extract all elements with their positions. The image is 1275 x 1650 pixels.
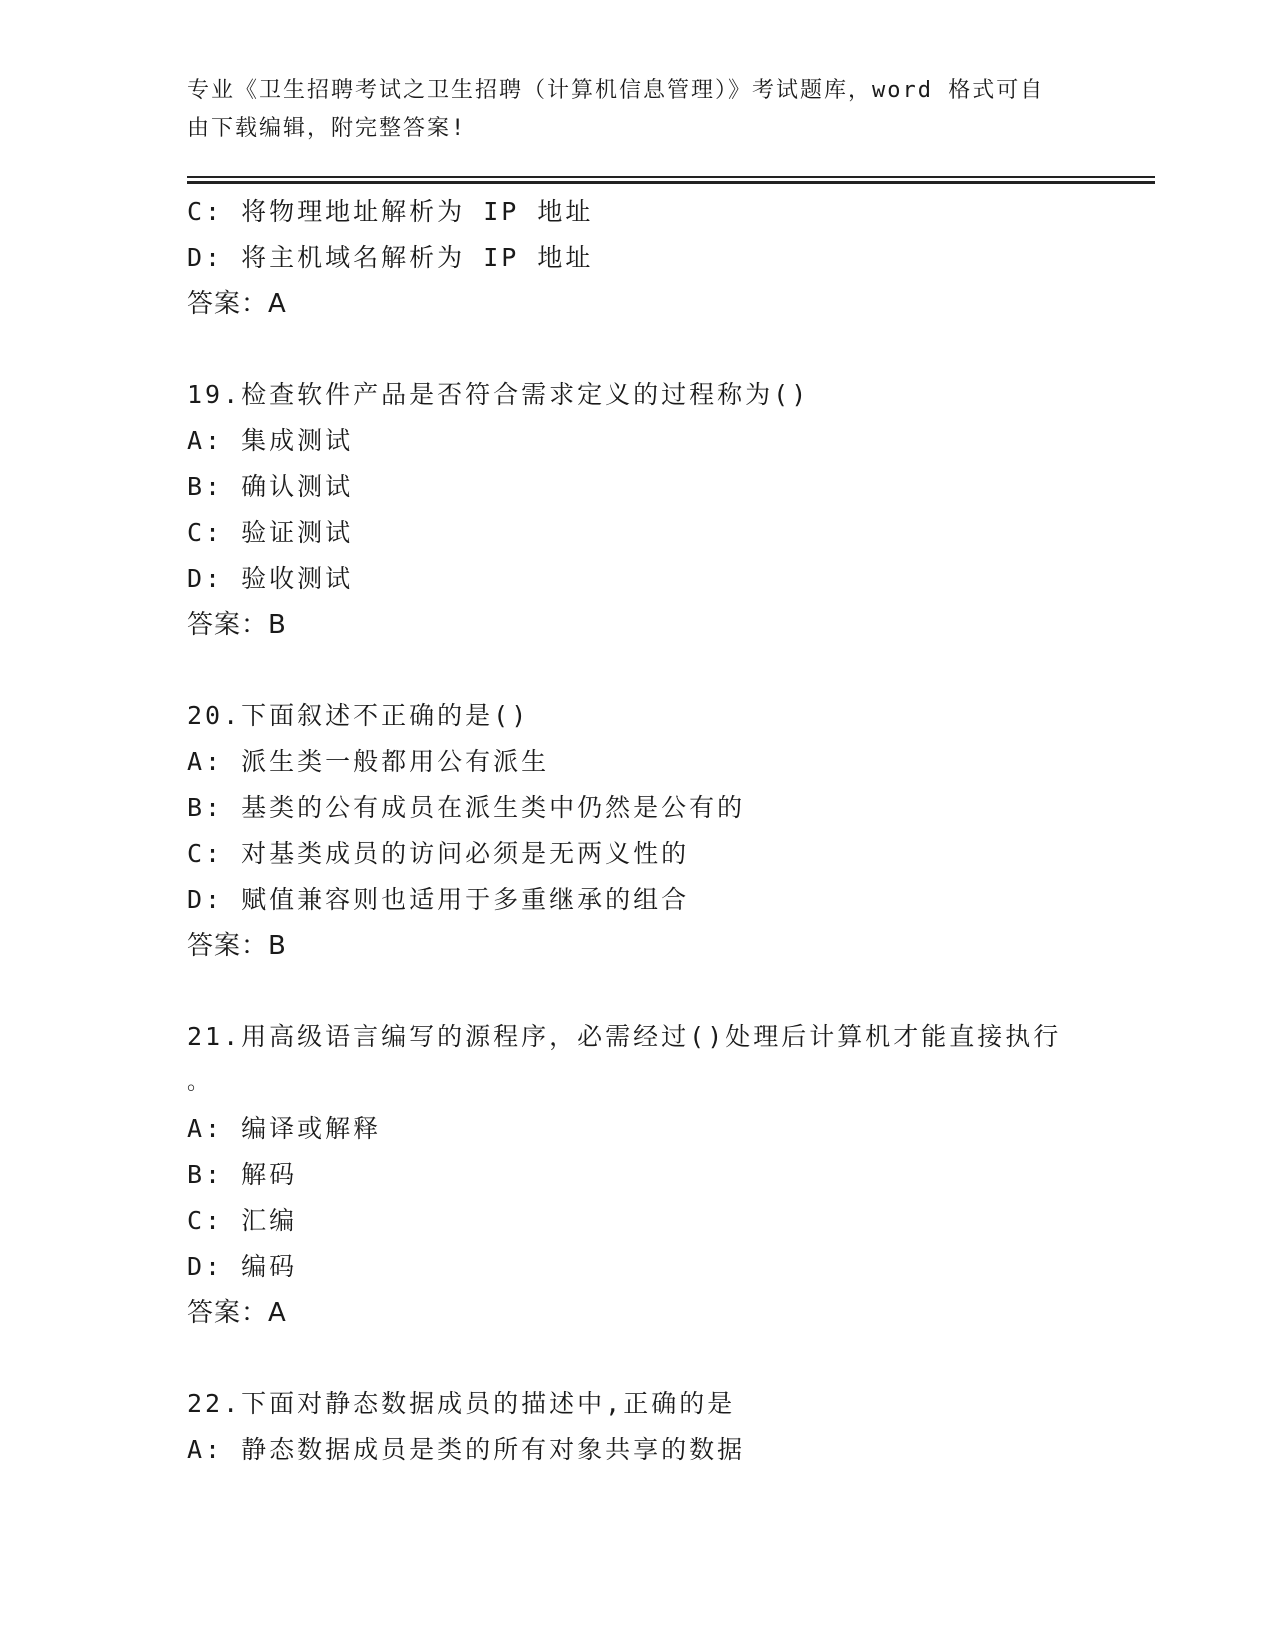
option-c: C: 对基类成员的访问必须是无两义性的: [187, 839, 690, 868]
question-block-22: [187, 1381, 1137, 1473]
option-d: D: 将主机域名解析为 IP 地址: [187, 243, 594, 272]
option-c: C: 汇编: [187, 1206, 298, 1235]
answer-line: 答案：A: [187, 1298, 287, 1328]
question-text: 22.下面对静态数据成员的描述中,正确的是: [187, 1389, 736, 1418]
option-d: D: 编码: [187, 1252, 298, 1281]
question-block-20: [187, 693, 1137, 969]
option-b: B: 确认测试: [187, 472, 354, 501]
question-block-19: [187, 372, 1137, 648]
question-text: 19.检查软件产品是否符合需求定义的过程称为(): [187, 380, 810, 409]
header-line-1: 专业《卫生招聘考试之卫生招聘（计算机信息管理）》考试题库，word 格式可自: [187, 78, 1045, 103]
option-b: B: 解码: [187, 1160, 298, 1189]
question-text: 20.下面叙述不正确的是(): [187, 701, 530, 730]
question-block-21: [187, 1014, 1137, 1336]
option-a: A: 集成测试: [187, 426, 354, 455]
answer-line: 答案：A: [187, 289, 287, 319]
answer-line: 答案：B: [187, 610, 287, 640]
question-list: [187, 189, 1137, 1473]
question-text-continuation: 。: [187, 1070, 213, 1095]
header-divider-thick: [187, 181, 1155, 184]
option-c: C: 验证测试: [187, 518, 354, 547]
question-block-18: [187, 189, 1137, 327]
document-header: [187, 72, 1087, 148]
option-d: D: 验收测试: [187, 564, 354, 593]
option-a: A: 编译或解释: [187, 1114, 382, 1143]
option-a: A: 静态数据成员是类的所有对象共享的数据: [187, 1435, 746, 1464]
question-text: 21.用高级语言编写的源程序，必需经过()处理后计算机才能直接执行: [187, 1022, 1062, 1051]
option-a: A: 派生类一般都用公有派生: [187, 747, 550, 776]
header-line-2: 由下载编辑，附完整答案!: [187, 116, 467, 141]
option-b: B: 基类的公有成员在派生类中仍然是公有的: [187, 793, 746, 822]
option-c: C: 将物理地址解析为 IP 地址: [187, 197, 594, 226]
option-d: D: 赋值兼容则也适用于多重继承的组合: [187, 885, 690, 914]
header-divider-thin: [187, 176, 1155, 178]
answer-line: 答案：B: [187, 931, 287, 961]
